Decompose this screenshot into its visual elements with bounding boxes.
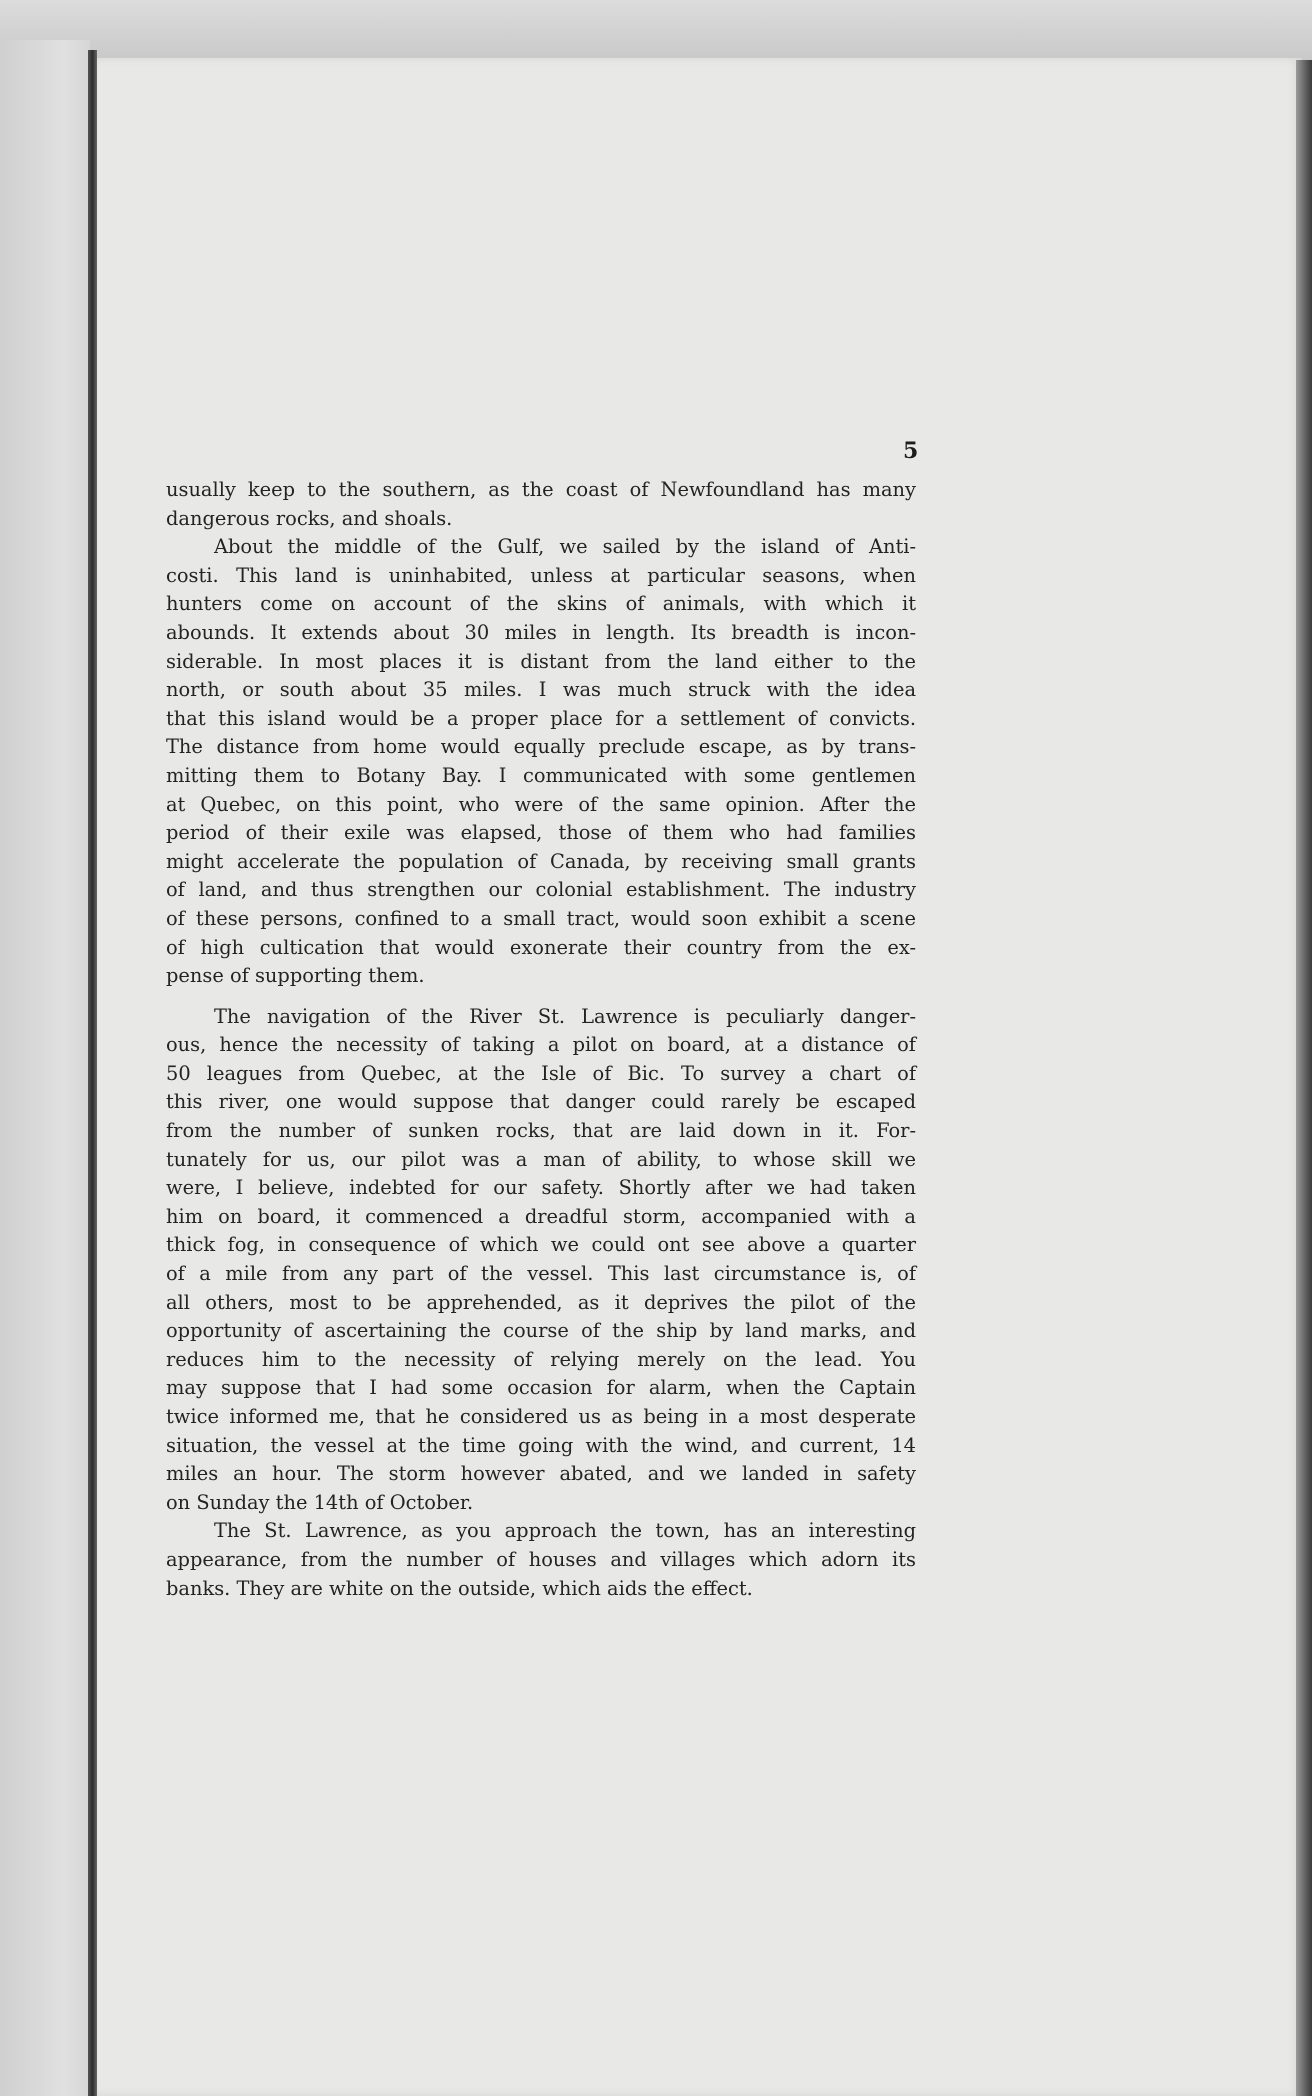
- paragraph-1: [166, 476, 916, 533]
- text-line: at Quebec, on this point, who were of the same opinion. After the: [166, 792, 916, 816]
- text-line: of land, and thus strengthen our colonial establishment. The industry: [166, 878, 916, 902]
- text-line: ous, hence the necessity of taking a pilot on board, at a distance of: [166, 1033, 916, 1057]
- text-line: thick fog, in consequence of which we could ont see above a quarter: [166, 1233, 916, 1257]
- scan-left-margin: [0, 40, 90, 2096]
- book-spine-edge: [88, 50, 97, 2096]
- text-line: of a mile from any part of the vessel. This last circumstance is, of: [166, 1262, 916, 1286]
- text-line: might accelerate the population of Canada, by receiving small grants: [166, 849, 916, 873]
- text-line: may suppose that I had some occasion for alarm, when the Captain: [166, 1376, 916, 1400]
- text-line: abounds. It extends about 30 miles in length. Its breadth is incon-: [166, 620, 916, 644]
- page-number: 5: [903, 438, 919, 464]
- text-line: of these persons, confined to a small tract, would soon exhibit a scene: [166, 906, 916, 930]
- text-line: on Sunday the 14th of October.: [166, 1490, 474, 1514]
- text-line: that this island would be a proper place for a settlement of convicts.: [166, 706, 916, 730]
- text-line: usually keep to the southern, as the coast of Newfoundland has many: [166, 478, 916, 501]
- text-line: north, or south about 35 miles. I was much struck with the idea: [166, 678, 916, 702]
- text-line: About the middle of the Gulf, we sailed by the island of Anti-: [214, 535, 916, 559]
- paragraph-2: [166, 533, 916, 991]
- text-line: The distance from home would equally preclude escape, as by trans-: [166, 735, 916, 759]
- text-line: twice informed me, that he considered us as being in a most desperate: [166, 1405, 916, 1428]
- text-line: reduces him to the necessity of relying merely on the lead. You: [166, 1347, 916, 1371]
- text-line: of high cultication that would exonerate their country from the ex-: [166, 935, 916, 959]
- scan-right-edge: [1296, 60, 1312, 2096]
- paragraph-3: [166, 1003, 916, 1518]
- text-line: this river, one would suppose that danger could rarely be escaped: [166, 1090, 916, 1114]
- text-line: him on board, it commenced a dreadful storm, accompanied with a: [166, 1204, 916, 1228]
- text-line: siderable. In most places it is distant from the land either to the: [166, 649, 916, 673]
- text-line: situation, the vessel at the time going with the wind, and current, 14: [166, 1433, 916, 1457]
- text-line: 50 leagues from Quebec, at the Isle of Bic. To survey a chart of: [166, 1061, 916, 1085]
- text-line: period of their exile was elapsed, those of them who had families: [166, 821, 916, 845]
- text-line: appearance, from the number of houses and villages which adorn its: [166, 1547, 916, 1571]
- text-line: tunately for us, our pilot was a man of ability, to whose skill we: [166, 1147, 916, 1171]
- text-line: pense of supporting them.: [166, 964, 425, 988]
- text-line: dangerous rocks, and shoals.: [166, 506, 453, 530]
- text-line: mitting them to Botany Bay. I communicated with some gentlemen: [166, 763, 916, 787]
- paragraph-4: [166, 1517, 916, 1603]
- text-line: The navigation of the River St. Lawrence is peculiarly danger-: [214, 1004, 916, 1028]
- text-line: hunters come on account of the skins of animals, with which it: [166, 592, 916, 616]
- text-line: The St. Lawrence, as you approach the town, has an interesting: [214, 1519, 916, 1543]
- text-line: miles an hour. The storm however abated, and we landed in safety: [166, 1462, 916, 1486]
- text-line: banks. They are white on the outside, which aids the effect.: [166, 1576, 753, 1600]
- page-body-text: [166, 476, 916, 1603]
- text-line: all others, most to be apprehended, as it deprives the pilot of the: [166, 1290, 916, 1314]
- text-line: were, I believe, indebted for our safety. Shortly after we had taken: [166, 1176, 916, 1200]
- scan-top-edge: [0, 0, 1312, 60]
- text-line: costi. This land is uninhabited, unless at particular seasons, when: [166, 563, 916, 587]
- text-line: from the number of sunken rocks, that are laid down in it. For-: [166, 1119, 916, 1143]
- text-line: opportunity of ascertaining the course of the ship by land marks, and: [166, 1319, 916, 1343]
